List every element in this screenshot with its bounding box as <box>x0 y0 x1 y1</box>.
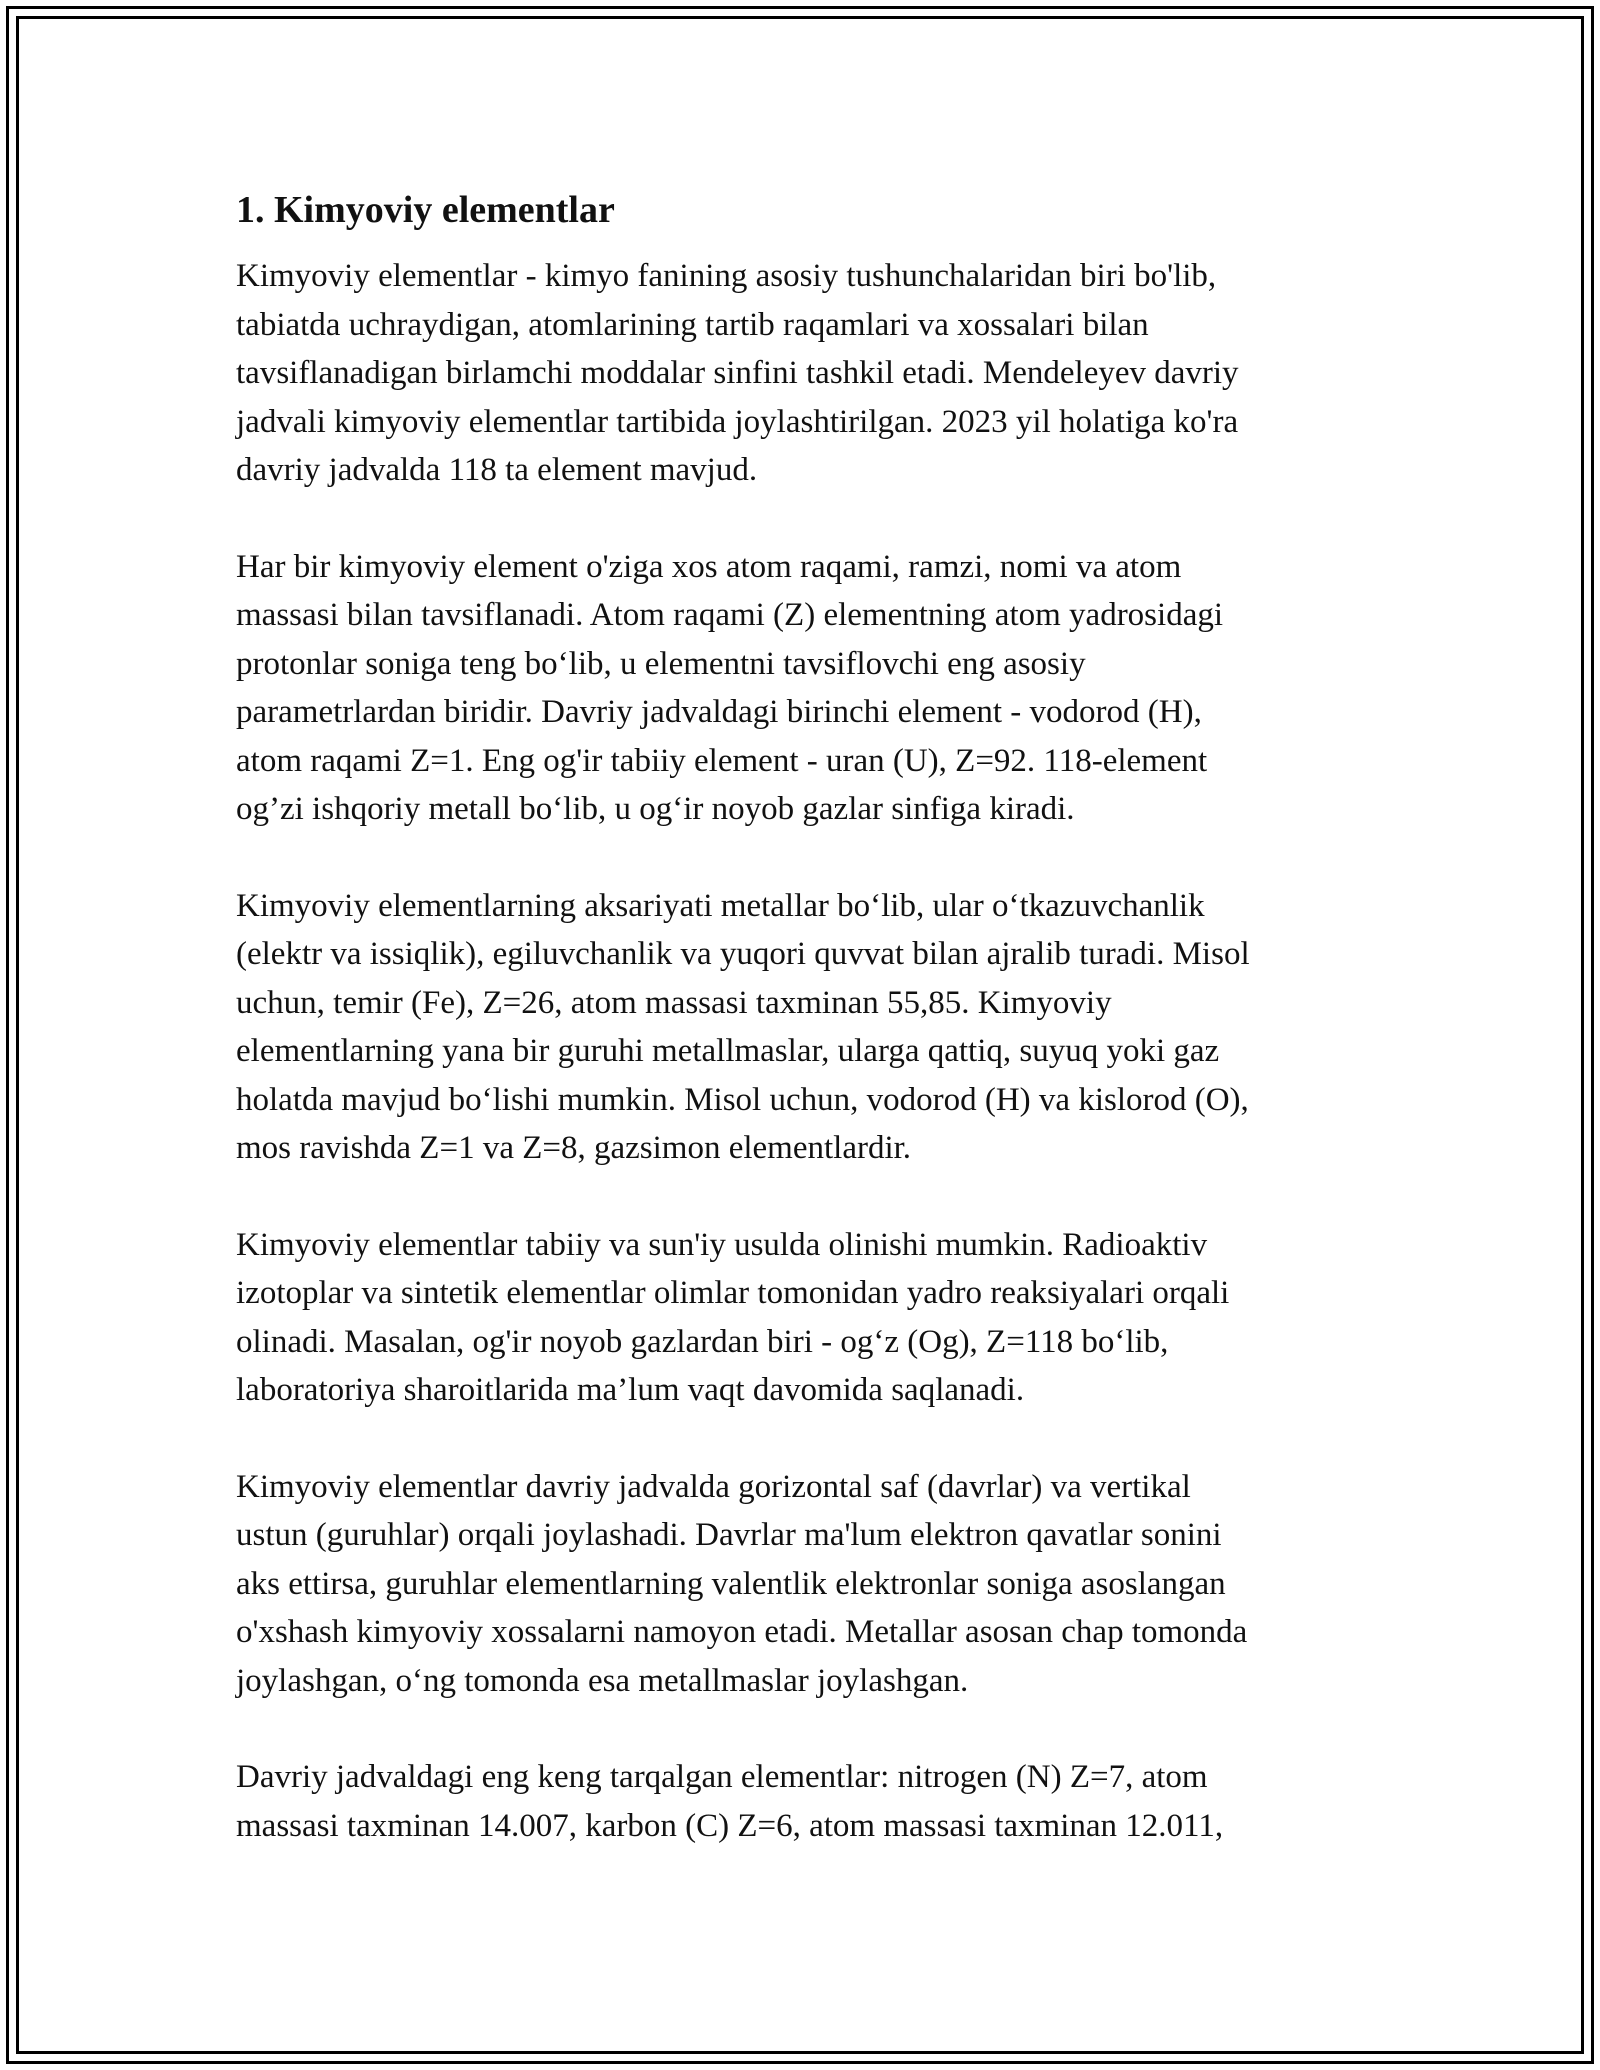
paragraph-line: elementlarning yana bir guruhi metallmaslar, ularga qattiq, suyuq yoki gaz <box>236 1033 1220 1069</box>
paragraph-line: Davriy jadvaldagi eng keng tarqalgan elementlar: nitrogen (N) Z=7, atom <box>236 1759 1208 1795</box>
paragraph <box>236 1221 1376 1415</box>
paragraph-line: massasi taxminan 14.007, karbon (C) Z=6, atom massasi taxminan 12.011, <box>236 1807 1224 1844</box>
paragraph-line: izotoplar va sintetik elementlar olimlar tomonidan yadro reaksiyalari orqali <box>236 1275 1230 1311</box>
paragraph-line: o'xshash kimyoviy xossalarni namoyon etadi. Metallar asosan chap tomonda <box>236 1614 1248 1650</box>
paragraph-line: ustun (guruhlar) orqali joylashadi. Davrlar ma'lum elektron qavatlar sonini <box>236 1517 1222 1553</box>
paragraph <box>236 1463 1376 1706</box>
paragraph-line: tabiatda uchraydigan, atomlarining tartib raqamlari va xossalari bilan <box>236 306 1149 343</box>
paragraph-line: (elektr va issiqlik), egiluvchanlik va yuqori quvvat bilan ajralib turadi. Misol <box>236 936 1250 972</box>
paragraph-line: joylashgan, o‘ng tomonda esa metallmaslar joylashgan. <box>236 1662 969 1699</box>
paragraph-line: mos ravishda Z=1 va Z=8, gazsimon elementlardir. <box>236 1130 912 1166</box>
paragraph-list <box>236 252 1376 1850</box>
paragraph-line: Kimyoviy elementlarning aksariyati metallar bo‘lib, ular o‘tkazuvchanlik <box>236 887 1205 924</box>
paragraph <box>236 882 1376 1173</box>
paragraph-line: holatda mavjud bo‘lishi mumkin. Misol uchun, vodorod (H) va kislorod (O), <box>236 1081 1249 1118</box>
section-heading: 1. Kimyoviy elementlar <box>236 189 615 231</box>
paragraph-line: davriy jadvalda 118 ta element mavjud. <box>236 452 758 488</box>
paragraph-line: parametrlardan biridir. Davriy jadvaldagi birinchi element - vodorod (H), <box>236 694 1202 730</box>
paragraph-line: massasi bilan tavsiflanadi. Atom raqami (Z) elementning atom yadrosidagi <box>236 597 1224 633</box>
paragraph-line: Kimyoviy elementlar davriy jadvalda gorizontal saf (davrlar) va vertikal <box>236 1468 1191 1505</box>
document-body <box>236 186 1376 1898</box>
paragraph-line: tavsiflanadigan birlamchi moddalar sinfini tashkil etadi. Mendeleyev davriy <box>236 355 1239 391</box>
paragraph <box>236 1753 1376 1850</box>
paragraph-line: laboratoriya sharoitlarida ma’lum vaqt davomida saqlanadi. <box>236 1372 1025 1408</box>
paragraph-line: olinadi. Masalan, og'ir noyob gazlardan biri - og‘z (Og), Z=118 bo‘lib, <box>236 1323 1169 1360</box>
paragraph-line: Har bir kimyoviy element o'ziga xos atom raqami, ramzi, nomi va atom <box>236 548 1182 585</box>
paragraph-line: Kimyoviy elementlar - kimyo fanining asosiy tushunchalaridan biri bo'lib, <box>236 258 1217 294</box>
paragraph-line: atom raqami Z=1. Eng og'ir tabiiy element - uran (U), Z=92. 118-element <box>236 742 1208 779</box>
paragraph <box>236 543 1376 834</box>
paragraph-line: protonlar soniga teng bo‘lib, u elementni tavsiflovchi eng asosiy <box>236 645 1086 682</box>
paragraph-line: uchun, temir (Fe), Z=26, atom massasi taxminan 55,85. Kimyoviy <box>236 984 1112 1021</box>
paragraph-line: og’zi ishqoriy metall bo‘lib, u og‘ir noyob gazlar sinfiga kiradi. <box>236 791 1075 827</box>
paragraph-line: jadvali kimyoviy elementlar tartibida joylashtirilgan. 2023 yil holatiga ko'ra <box>236 403 1239 440</box>
paragraph-line: Kimyoviy elementlar tabiiy va sun'iy usulda olinishi mumkin. Radioaktiv <box>236 1226 1208 1263</box>
paragraph-line: aks ettirsa, guruhlar elementlarning valentlik elektronlar soniga asoslangan <box>236 1565 1226 1602</box>
paragraph <box>236 252 1376 495</box>
